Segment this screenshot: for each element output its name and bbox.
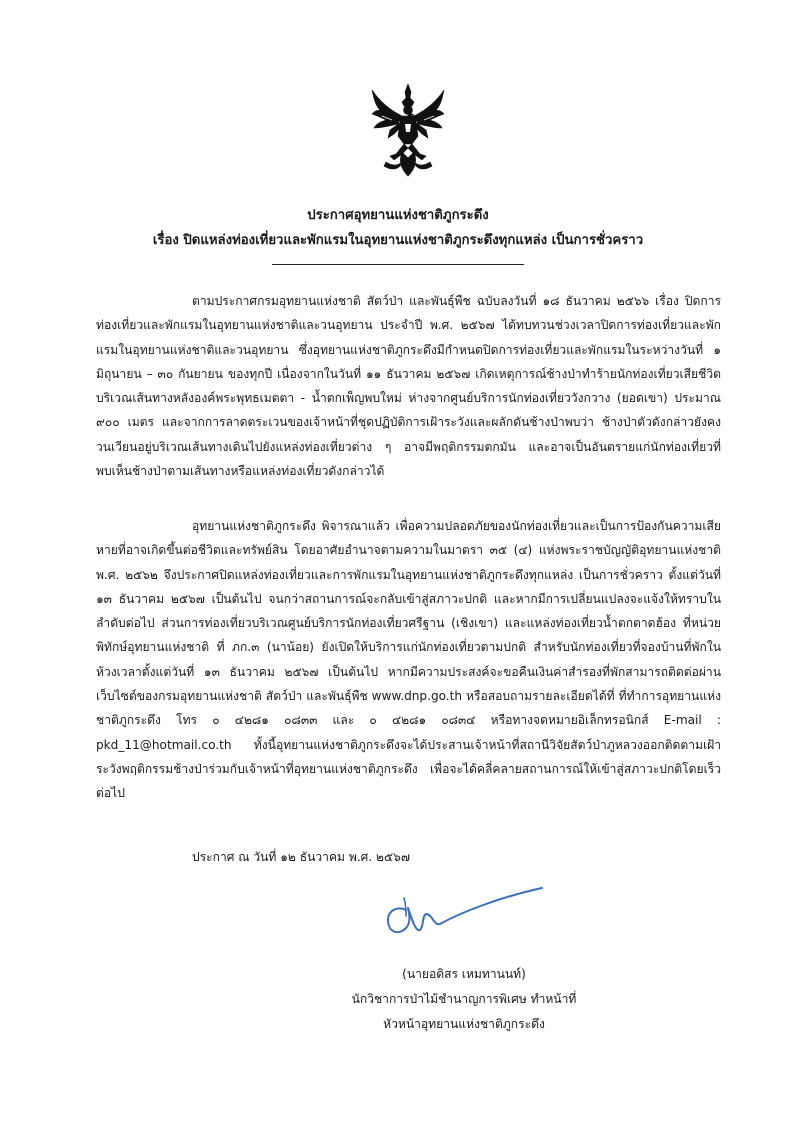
body-paragraph-1: ตามประกาศกรมอุทยานแห่งชาติ สัตว์ป่า และพันธุ์พืช ฉบับลงวันที่ ๑๘ ธันวาคม ๒๕๖๖ เรื่อง ปิดการท่องเที่ยวและพักแรมในอุทยานแห่งชาติและวนอุทยาน ประจำปี พ.ศ. ๒๕๖๗ ได้ทบทวนช่วงเวลาปิดการท่องเที่ยวและพักแรมในอุทยานแห่งชาติและวนอุทยาน ซึ่งอุทยานแห่งชาติภูกระดึงมีกำหนดปิดการท่องเที่ยวและพักแรมในระหว่างวันที่ ๑ มิถุนายน – ๓๐ กันยายน ของทุกปี เนื่องจากในวันที่ ๑๑ ธันวาคม ๒๕๖๗ เกิดเหตุการณ์ช้างป่าทำร้ายนักท่องเที่ยวเสียชีวิต บริเวณเส้นทางหลังองค์พระพุทธเมตตา - น้ำตกเพ็ญพบใหม่ ห่างจากศูนย์บริการนักท่องเที่ยววังกวาง (ยอดเขา) ประมาณ ๙๐๐ เมตร และจากการลาดตระเวนของเจ้าหน้าที่ชุดปฏิบัติการเฝ้าระวังและผลักดันช้างป่าพบว่า ช้างป่าตัวดังกล่าวยังคงวนเวียนอยู่บริเวณเส้นทางเดินไปยังแหล่งท่องเที่ยวต่าง ๆ อาจมีพฤติกรรมตกมัน และอาจเป็นอันตรายแก่นักท่องเที่ยวที่พบเห็นช้างป่าตามเส้นทางหรือแหล่งท่องเที่ยวดังกล่าวได้	[96, 294, 721, 479]
announcement-subject: เรื่อง ปิดแหล่งท่องเที่ยวและพักแรมในอุทยานแห่งชาติภูกระดึงทุกแหล่ง เป็นการชั่วคราว	[152, 233, 644, 248]
announcement-title: ประกาศอุทยานแห่งชาติภูกระดึง	[307, 208, 489, 223]
handwritten-signature-icon	[376, 880, 546, 948]
announcement-date: ประกาศ ณ วันที่ ๑๒ ธันวาคม พ.ศ. ๒๕๖๗	[192, 850, 410, 864]
signer-name: (นายอดิสร เหมทานนท์)	[402, 967, 526, 981]
body-paragraph-2: อุทยานแห่งชาติภูกระดึง พิจารณาแล้ว เพื่อความปลอดภัยของนักท่องเที่ยวและเป็นการป้องกันความเสียหายที่อาจเกิดขึ้นต่อชีวิตและทรัพย์สิน โดยอาศัยอำนาจตามความในมาตรา ๓๕ (๔) แห่งพระราชบัญญัติอุทยานแห่งชาติ พ.ศ. ๒๕๖๒ จึงประกาศปิดแหล่งท่องเที่ยวและการพักแรมในอุทยานแห่งชาติภูกระดึงทุกแหล่ง เป็นการชั่วคราว ตั้งแต่วันที่ ๑๓ ธันวาคม ๒๕๖๗ เป็นต้นไป จนกว่าสถานการณ์จะกลับเข้าสู่สภาวะปกติ และหากมีการเปลี่ยนแปลงจะแจ้งให้ทราบในลำดับต่อไป ส่วนการท่องเที่ยวบริเวณศูนย์บริการนักท่องเที่ยวศรีฐาน (เชิงเขา) และแหล่งท่องเที่ยวน้ำตกตาดฮ้อง ที่หน่วยพิทักษ์อุทยานแห่งชาติ ที่ ภก.๓ (นาน้อย) ยังเปิดให้บริการแก่นักท่องเที่ยวตามปกติ สำหรับนักท่องเที่ยวที่จองบ้านที่พักในห้วงเวลาตั้งแต่วันที่ ๑๓ ธันวาคม ๒๕๖๗ เป็นต้นไป หากมีความประสงค์จะขอคืนเงินค่าสำรองที่พักสามารถติดต่อผ่านเว็บไซต์ของกรมอุทยานแห่งชาติ สัตว์ป่า และพันธุ์พืช www.dnp.go.th หรือสอบถามรายละเอียดได้ที่ ที่ทำการอุทยานแห่งชาติภูกระดึง โทร ๐ ๔๒๘๑ ๐๘๓๓ และ ๐ ๔๒๘๑ ๐๘๓๔ หรือทางจดหมายอิเล็กทรอนิกส์ E-mail : pkd_11@hotmail.co.th ทั้งนี้อุทยานแห่งชาติภูกระดึงจะได้ประสานเจ้าหน้าที่สถานีวิจัยสัตว์ป่าภูหลวงออกติดตามเฝ้าระวังพฤติกรรมช้างป่าร่วมกับเจ้าหน้าที่อุทยานแห่งชาติภูกระดึง เพื่อจะได้คลี่คลายสถานการณ์ให้เข้าสู่สภาวะปกติโดยเร็วต่อไป	[96, 519, 721, 801]
signer-office: หัวหน้าอุทยานแห่งชาติภูกระดึง	[383, 1017, 545, 1031]
garuda-emblem-icon	[368, 82, 448, 178]
title-divider	[272, 264, 524, 265]
signer-position: นักวิชาการป่าไม้ชำนาญการพิเศษ ทำหน้าที่	[351, 992, 577, 1006]
